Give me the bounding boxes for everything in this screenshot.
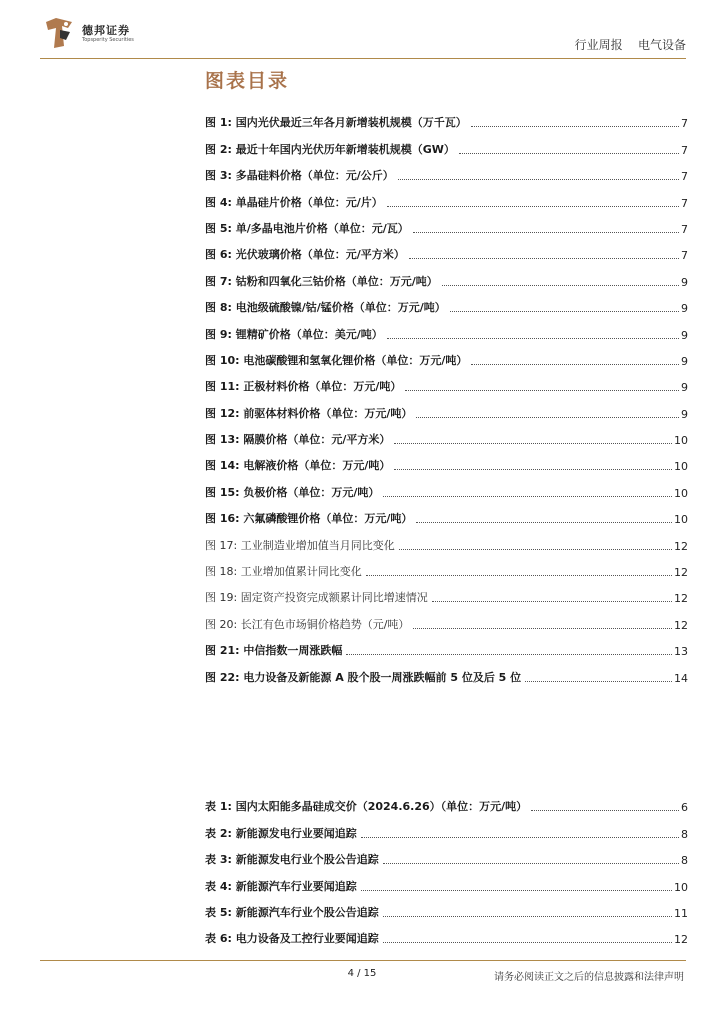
dot-leader [383,496,672,497]
dot-leader [394,443,672,444]
toc-figure-entry[interactable] [205,262,688,288]
dot-leader [394,469,672,470]
toc-figure-entry[interactable] [205,104,688,130]
toc-figure-entry-page: 12 [674,566,688,580]
sector-name: 电气设备 [637,38,686,52]
footer-divider [40,960,686,961]
dot-leader [413,628,672,629]
toc-figure-entry-label: 图 9: 锂精矿价格（单位：美元/吨） [205,327,383,341]
toc-figure-entry[interactable] [205,605,688,631]
toc-figure-entry-page: 7 [681,249,688,263]
toc-table-entry-label: 表 5: 新能源汽车行业个股公告追踪 [205,905,379,919]
toc-figure-entry[interactable] [205,342,688,368]
toc-figure-entry-label: 图 3: 多晶硅料价格（单位：元/公斤） [205,169,394,183]
toc-table-entry-page: 8 [681,827,688,841]
toc-figure-entry-page: 10 [674,434,688,448]
toc-figure-entry[interactable] [205,289,688,315]
toc-table-entry[interactable] [205,920,688,946]
toc-figure-entry-page: 7 [681,222,688,236]
toc-figure-entry-label: 图 18: 工业增加值累计同比变化 [205,565,362,579]
toc-table-entry-page: 10 [674,880,688,894]
dot-leader [416,417,679,418]
legal-disclaimer: 请务必阅读正文之后的信息披露和法律声明 [494,972,684,983]
toc-figure-entry-page: 12 [674,592,688,606]
toc-figure-entry[interactable] [205,658,688,684]
dot-leader [383,863,679,864]
toc-figure-entry[interactable] [205,579,688,605]
dot-leader [442,285,679,286]
toc-figure-entry-page: 12 [674,618,688,632]
toc-table-entry-page: 11 [674,906,688,920]
toc-figure-entry-page: 9 [681,354,688,368]
toc-figure-entry-label: 图 10: 电池碳酸锂和氢氧化锂价格（单位：万元/吨） [205,353,468,367]
toc-table-entry[interactable] [205,814,688,840]
toc-figure-entry-label: 图 12: 前驱体材料价格（单位：万元/吨） [205,406,413,420]
dot-leader [531,810,679,811]
toc-figure-entry-label: 图 16: 六氟磷酸锂价格（单位：万元/吨） [205,512,413,526]
toc-figure-entry[interactable] [205,421,688,447]
toc-figure-entry[interactable] [205,553,688,579]
toc-figure-entry-page: 9 [681,328,688,342]
dot-leader [416,522,672,523]
toc-figure-entry-page: 7 [681,196,688,210]
toc-figure-entry[interactable] [205,368,688,394]
dot-leader [398,179,679,180]
toc-figure-entry[interactable] [205,157,688,183]
toc-table-entry-page: 6 [681,801,688,815]
toc-figure-entry-label: 图 15: 负极价格（单位：万元/吨） [205,485,380,499]
toc-figure-entry-page: 10 [674,460,688,474]
dot-leader [450,311,679,312]
dot-leader [366,575,672,576]
toc-figure-entry[interactable] [205,447,688,473]
toc-figure-entry-label: 图 17: 工业制造业增加值当月同比变化 [205,538,395,552]
toc-figure-entry[interactable] [205,236,688,262]
toc-figure-entry[interactable] [205,394,688,420]
dot-leader [361,890,672,891]
toc-figure-entry-label: 图 21: 中信指数一周涨跌幅 [205,644,343,658]
toc-figure-entry[interactable] [205,315,688,341]
company-name-cn: 德邦证券 [82,24,130,37]
toc-table-entry-page: 8 [681,854,688,868]
toc-figure-entry-page: 9 [681,407,688,421]
toc-figure-entry-label: 图 2: 最近十年国内光伏历年新增装机规模（GW） [205,142,455,156]
toc-figure-entry[interactable] [205,183,688,209]
toc-figure-entry[interactable] [205,526,688,552]
company-logo [40,14,180,50]
page-header [40,14,686,54]
toc-table-entry-label: 表 6: 电力设备及工控行业要闻追踪 [205,932,379,946]
toc-figure-entry-page: 9 [681,275,688,289]
toc-figure-entry-label: 图 22: 电力设备及新能源 A 股个股一周涨跌幅前 5 位及后 5 位 [205,670,522,684]
toc-figure-entry-label: 图 5: 单/多晶电池片价格（单位：元/瓦） [205,221,409,235]
toc-table-entry-label: 表 2: 新能源发电行业要闻追踪 [205,826,357,840]
toc-figure-entry[interactable] [205,130,688,156]
toc-figure-entry-label: 图 11: 正极材料价格（单位：万元/吨） [205,380,402,394]
toc-figure-entry-label: 图 13: 隔膜价格（单位：元/平方米） [205,433,391,447]
toc-figure-entry[interactable] [205,210,688,236]
dot-leader [387,338,679,339]
toc-figure-entry-label: 图 1: 国内光伏最近三年各月新增装机规模（万千瓦） [205,116,467,130]
toc-figure-entry-page: 7 [681,143,688,157]
figure-list [205,104,688,685]
toc-figure-entry-page: 9 [681,302,688,316]
page-number: 4 / 15 [347,968,377,979]
dot-leader [471,364,679,365]
dot-leader [413,232,679,233]
dot-leader [432,601,672,602]
toc-table-entry[interactable] [205,841,688,867]
dot-leader [383,942,672,943]
toc-table-entry-page: 12 [674,933,688,947]
toc-figure-entry-label: 图 4: 单晶硅片价格（单位：元/片） [205,195,383,209]
header-divider [40,58,686,59]
toc-figure-entry-label: 图 6: 光伏玻璃价格（单位：元/平方米） [205,248,405,262]
dot-leader [459,153,679,154]
toc-figure-entry[interactable] [205,473,688,499]
dot-leader [405,390,679,391]
dot-leader [387,206,679,207]
toc-figure-entry-page: 14 [674,671,688,685]
toc-figure-entry-page: 10 [674,486,688,500]
toc-figure-entry-page: 12 [674,539,688,553]
dot-leader [471,126,679,127]
toc-figure-entry-label: 图 19: 固定资产投资完成额累计同比增速情况 [205,591,428,605]
toc-table-entry[interactable] [205,894,688,920]
toc-figure-entry-page: 9 [681,381,688,395]
toc-table-entry-label: 表 3: 新能源发电行业个股公告追踪 [205,853,379,867]
toc-table-entry-label: 表 4: 新能源汽车行业要闻追踪 [205,879,357,893]
company-logo-icon [42,16,76,50]
toc-figure-entry-page: 7 [681,117,688,131]
toc-title: 图表目录 [205,70,290,92]
dot-leader [383,916,672,917]
toc-table-entry[interactable] [205,867,688,893]
toc-figure-entry-label: 图 14: 电解液价格（单位：万元/吨） [205,459,391,473]
table-list [205,788,688,946]
toc-figure-entry[interactable] [205,500,688,526]
dot-leader [346,654,672,655]
dot-leader [409,258,679,259]
toc-table-entry[interactable] [205,788,688,814]
toc-figure-entry-page: 7 [681,170,688,184]
toc-figure-entry-label: 图 7: 钴粉和四氧化三钴价格（单位：万元/吨） [205,274,438,288]
toc-figure-entry-page: 10 [674,513,688,527]
report-type: 行业周报 [574,38,623,52]
dot-leader [361,837,679,838]
toc-figure-entry-page: 13 [674,645,688,659]
toc-figure-entry-label: 图 8: 电池级硫酸镍/钴/锰价格（单位：万元/吨） [205,301,446,315]
toc-figure-entry-label: 图 20: 长江有色市场铜价格趋势（元/吨） [205,617,410,631]
company-name-en: Topsperity Securities [82,37,134,43]
toc-figure-entry[interactable] [205,632,688,658]
report-category [575,36,686,53]
toc-table-entry-label: 表 1: 国内太阳能多晶硅成交价（2024.6.26）（单位：万元/吨） [205,800,528,814]
dot-leader [525,681,672,682]
dot-leader [399,549,672,550]
